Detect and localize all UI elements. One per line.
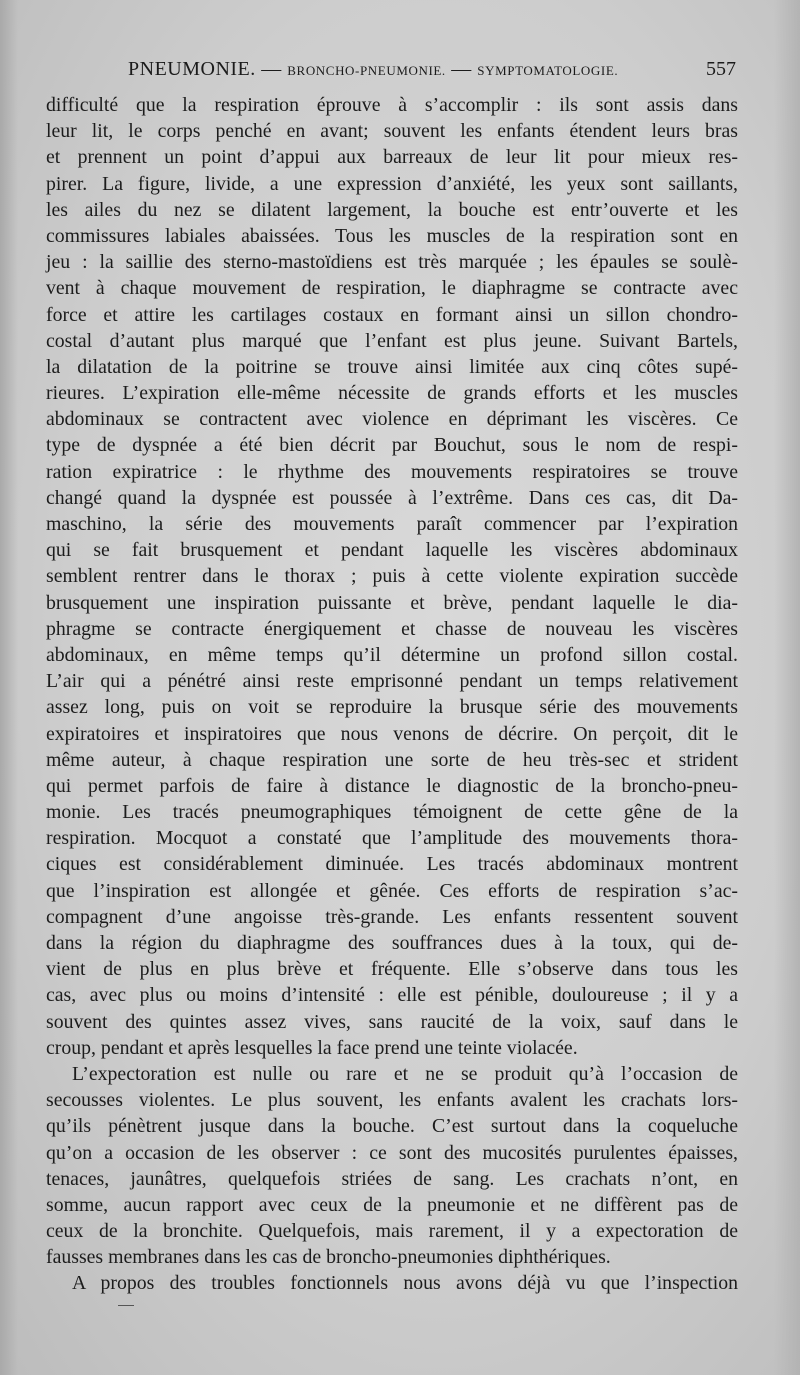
text-line: pirer. La figure, livide, a une expression d’anxiété, les yeux sont saillants, xyxy=(46,172,738,195)
text-line: semblent rentrer dans le thorax ; puis à cette violente expiration succède xyxy=(46,565,738,588)
text-line: difficulté que la respiration éprouve à s’accomplir : ils sont assis dans xyxy=(46,94,738,116)
text-line: qui permet parfois de faire à distance le diagnostic de la broncho-pneu- xyxy=(46,774,738,797)
text-line: force et attire les cartilages costaux en formant ainsi un sillon chondro- xyxy=(46,303,738,326)
text-line: souvent des quintes assez vives, sans raucité de la voix, sauf dans le xyxy=(46,1010,738,1033)
text-line: même auteur, à chaque respiration une sorte de heu très-sec et strident xyxy=(46,748,738,771)
text-line: type de dyspnée a été bien décrit par Bouchut, sous le nom de respi- xyxy=(46,434,738,457)
text-line: expiratoires et inspiratoires que nous venons de décrire. On perçoit, dit le xyxy=(46,722,738,745)
text-line: costal d’autant plus marqué que l’enfant est plus jeune. Suivant Bartels, xyxy=(46,329,738,352)
text-line: vient de plus en plus brève et fréquente. Elle s’observe dans tous les xyxy=(46,958,738,981)
text-line: commissures labiales abaissées. Tous les muscles de la respiration sont en xyxy=(46,224,738,247)
text-line: ration expiratrice : le rhythme des mouvements respiratoires se trouve xyxy=(46,460,738,483)
header-dash-2: — xyxy=(451,58,472,80)
text-line: respiration. Mocquot a constaté que l’amplitude des mouvements thora- xyxy=(46,827,738,850)
text-line: assez long, puis on voit se reproduire la brusque série des mouvements xyxy=(46,696,738,719)
text-line: que l’inspiration est allongée et gênée. Ces efforts de respiration s’ac- xyxy=(46,879,738,902)
text-line: qu’ils pénètrent jusque dans la bouche. C’est surtout dans la coqueluche xyxy=(46,1115,738,1138)
text-line: phragme se contracte énergiquement et chasse de nouveau les viscères xyxy=(46,617,738,640)
text-line: monie. Les tracés pneumographiques témoignent de cette gêne de la xyxy=(46,801,738,824)
text-line: dans la région du diaphragme des souffrances dues à la toux, qui de- xyxy=(46,932,738,954)
running-title xyxy=(128,58,618,81)
page-shadow-right xyxy=(774,0,800,1375)
text-line: qui se fait brusquement et pendant laquelle les viscères abdominaux xyxy=(46,539,738,562)
body-text xyxy=(46,92,738,1297)
text-line: la dilatation de la poitrine se trouve ainsi limitée aux cinq côtes supé- xyxy=(46,355,738,378)
text-line: vent à chaque mouvement de respiration, le diaphragme se contracte avec xyxy=(46,277,738,300)
text-line: abdominaux, en même temps qu’il détermine un profond sillon costal. xyxy=(46,643,738,666)
printer-mark xyxy=(118,1305,134,1306)
page-shadow-left xyxy=(0,0,18,1375)
text-line: ciques est considérablement diminuée. Les tracés abdominaux montrent xyxy=(46,853,738,876)
text-line: L’air qui a pénétré ainsi reste emprisonné pendant un temps relativement xyxy=(46,670,738,693)
page-number: 557 xyxy=(706,58,736,80)
text-line: rieures. L’expiration elle-même nécessite de grands efforts et les muscles xyxy=(46,382,738,405)
text-line: abdominaux se contractent avec violence en déprimant les viscères. Ce xyxy=(46,408,738,431)
text-line: leur lit, le corps penché en avant; souvent les enfants étendent leurs bras xyxy=(46,120,738,143)
text-line: jeu : la saillie des sterno-mastoïdiens est très marquée ; les épaules se soulè- xyxy=(46,251,738,274)
text-line: les ailes du nez se dilatent largement, la bouche est entr’ouverte et les xyxy=(46,198,738,221)
text-line: maschino, la série des mouvements paraît commencer par l’expiration xyxy=(46,513,738,535)
text-line: tenaces, jaunâtres, quelquefois striées de sang. Les crachats n’ont, en xyxy=(46,1167,738,1190)
running-header xyxy=(128,58,736,81)
text-line-paragraph-end: croup, pendant et après lesquelles la face prend une teinte violacée. xyxy=(46,1036,578,1059)
text-line: cas, avec plus ou moins d’intensité : elle est pénible, douloureuse ; il y a xyxy=(46,984,738,1007)
text-line-paragraph-start: A propos des troubles fonctionnels nous avons déjà vu que l’inspection xyxy=(72,1272,738,1295)
text-line: somme, aucun rapport avec ceux de la pneumonie et ne diffèrent pas de xyxy=(46,1193,738,1216)
text-line: brusquement une inspiration puissante et brève, pendant laquelle le dia- xyxy=(46,591,738,614)
text-line: ceux de la bronchite. Quelquefois, mais rarement, il y a expectoration de xyxy=(46,1220,738,1243)
text-line: compagnent d’une angoisse très-grande. Les enfants ressentent souvent xyxy=(46,905,738,928)
header-dash-1: — xyxy=(261,58,282,80)
text-line-paragraph-start: L’expectoration est nulle ou rare et ne se produit qu’à l’occasion de xyxy=(72,1062,738,1085)
text-line: changé quand la dyspnée est poussée à l’extrême. Dans ces cas, dit Da- xyxy=(46,486,738,509)
text-line: secousses violentes. Le plus souvent, les enfants avalent les crachats lors- xyxy=(46,1089,738,1112)
text-line-paragraph-end: fausses membranes dans les cas de broncho-pneumonies diphthériques. xyxy=(46,1246,611,1269)
header-part-broncho: BRONCHO-PNEUMONIE. xyxy=(287,63,446,78)
text-line: qu’on a occasion de les observer : ce sont des mucosités purulentes épaisses, xyxy=(46,1141,738,1164)
header-part-symptomatologie: SYMPTOMATOLOGIE. xyxy=(477,63,619,78)
text-line: et prennent un point d’appui aux barreaux de leur lit pour mieux res- xyxy=(46,146,738,169)
header-part-pneumonie: PNEUMONIE. xyxy=(128,58,256,80)
